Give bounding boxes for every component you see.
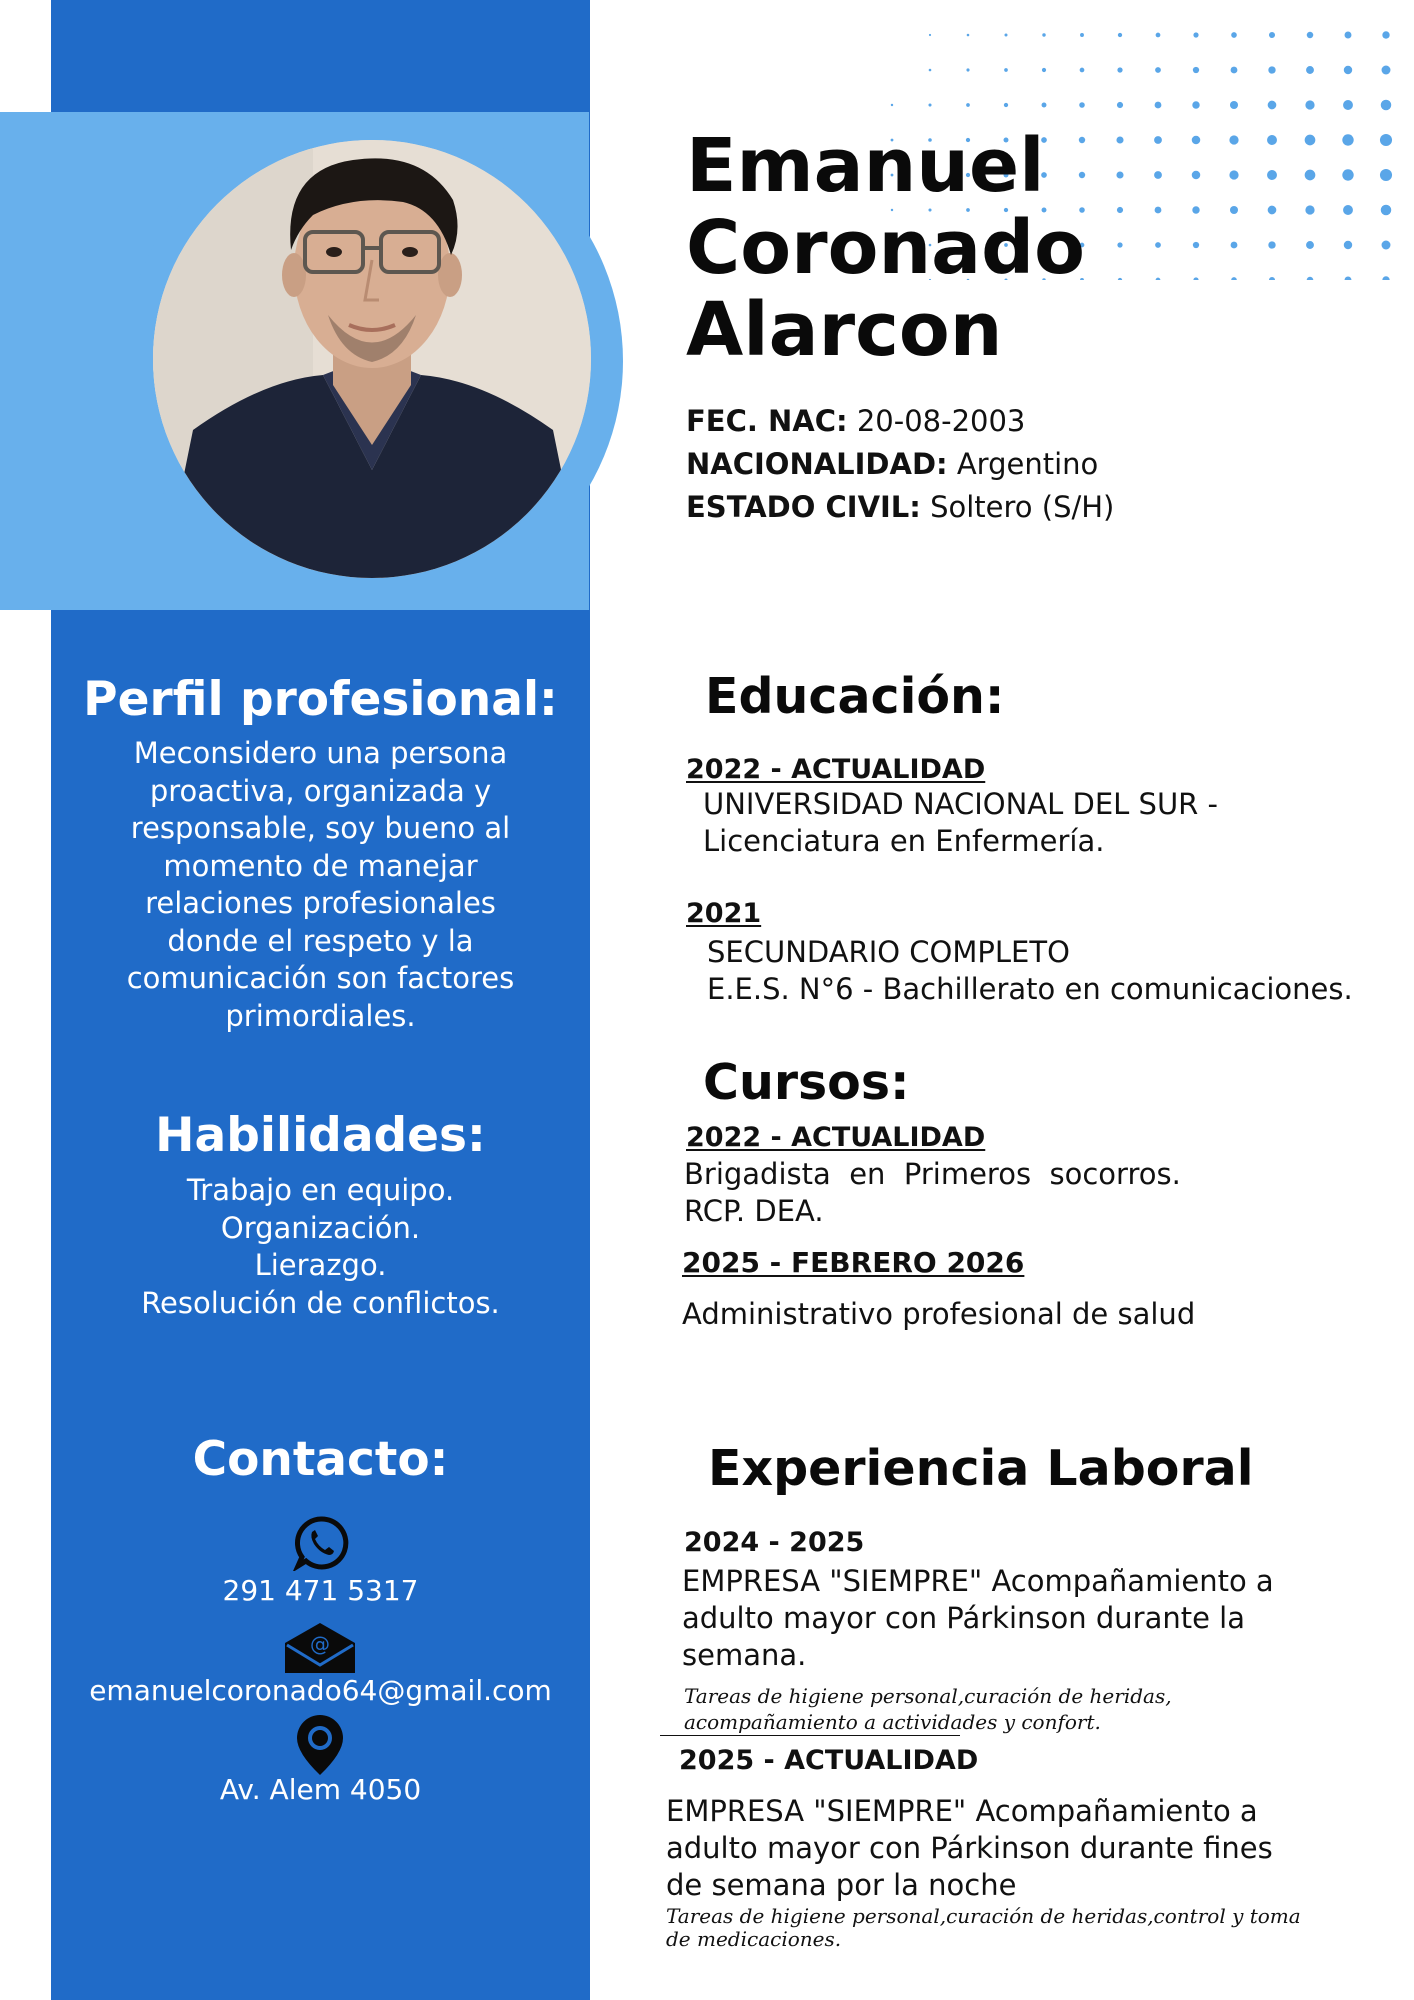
decor-dot — [1382, 31, 1389, 38]
decor-dot — [1305, 205, 1314, 214]
course-entry — [682, 1296, 1195, 1333]
decor-dot — [1268, 206, 1277, 215]
decor-dot — [1154, 171, 1162, 179]
decor-dot — [1382, 66, 1391, 75]
skill-item: Lierazgo. — [254, 1248, 387, 1282]
decor-dot — [1042, 68, 1046, 72]
decor-dot — [1230, 101, 1238, 109]
course-line: Brigadista en Primeros socorros. — [684, 1157, 1181, 1191]
course-line: RCP. DEA. — [684, 1194, 824, 1228]
decor-dot — [1343, 100, 1353, 110]
experience-note: acompañamiento a actividades y confort. — [684, 1710, 1101, 1734]
location-icon — [295, 1713, 345, 1777]
decor-dot — [1268, 241, 1275, 248]
decor-dot — [1118, 33, 1122, 37]
decor-dot — [967, 34, 970, 37]
decor-dot — [891, 104, 893, 106]
decor-dot — [1268, 66, 1275, 73]
skills-list — [51, 1172, 590, 1322]
decor-dot — [1004, 33, 1007, 36]
decor-dot — [1080, 33, 1084, 37]
decor-dot — [1382, 241, 1391, 250]
decor-dot — [1192, 206, 1199, 213]
decor-dot — [1116, 171, 1123, 178]
experience-note: Tareas de higiene personal,curación de heridas, — [684, 1684, 1172, 1708]
contact-heading: Contacto: — [192, 1432, 449, 1487]
decor-dot — [1231, 32, 1237, 38]
decor-dot — [1344, 241, 1352, 249]
decor-dot — [1343, 205, 1353, 215]
decor-dot — [1342, 169, 1353, 180]
profile-line: donde el respeto y la — [167, 923, 474, 958]
course-line: Administrativo profesional de salud — [682, 1297, 1196, 1331]
decor-dot — [1307, 32, 1314, 39]
decor-dot — [1042, 103, 1047, 108]
experience-notes — [666, 1905, 1301, 1951]
decor-dot — [929, 34, 931, 36]
birthdate-row — [686, 400, 1114, 443]
education-years: 2021 — [686, 898, 762, 929]
decor-dot — [1079, 102, 1085, 108]
profile-line: responsable, soy bueno al — [130, 811, 511, 845]
education-line: UNIVERSIDAD NACIONAL DEL SUR - — [703, 787, 1219, 821]
education-entry — [707, 934, 1353, 1008]
decor-dot — [1382, 276, 1389, 280]
courses-heading: Cursos: — [703, 1054, 910, 1111]
birthdate-value: 20-08-2003 — [856, 404, 1026, 438]
decor-dot — [929, 69, 932, 72]
decor-dot — [1231, 242, 1238, 249]
experience-line: semana. — [682, 1638, 807, 1672]
experience-line: adulto mayor con Párkinson durante la — [682, 1601, 1245, 1635]
decor-dot — [1342, 134, 1353, 145]
decor-dot — [1117, 207, 1123, 213]
experience-line: adulto mayor con Párkinson durante fines — [666, 1831, 1273, 1865]
decor-dot — [1268, 101, 1277, 110]
decor-dot — [1155, 207, 1162, 214]
experience-notes — [684, 1683, 1172, 1735]
decor-dot — [1155, 67, 1161, 73]
full-name — [686, 125, 1085, 371]
decor-dot — [928, 103, 931, 106]
profile-line: primordiales. — [225, 998, 416, 1033]
decor-dot — [1344, 66, 1352, 74]
decor-dot — [1155, 102, 1162, 109]
decor-dot — [1307, 277, 1314, 280]
civil-status-value: Soltero (S/H) — [930, 490, 1115, 524]
nationality-row — [686, 443, 1114, 486]
decor-dot — [1193, 32, 1198, 37]
profile-line: proactiva, organizada y — [149, 773, 492, 808]
decor-dot — [1345, 277, 1352, 280]
nationality-value: Argentino — [956, 447, 1099, 481]
name-line-1: Emanuel — [686, 123, 1045, 209]
divider-line — [660, 1735, 960, 1736]
experience-line: EMPRESA "SIEMPRE" Acompañamiento a — [682, 1564, 1274, 1598]
decor-dot — [1156, 278, 1161, 280]
profile-line: relaciones profesionales — [145, 886, 496, 920]
decor-dot — [1305, 170, 1316, 181]
skill-item: Resolución de conflictos. — [141, 1285, 500, 1320]
decor-dot — [1345, 32, 1352, 39]
experience-entry — [666, 1793, 1273, 1904]
skills-heading: Habilidades: — [155, 1108, 486, 1163]
decor-dot — [1193, 277, 1198, 280]
decor-dot — [1267, 135, 1277, 145]
decor-dot — [1305, 135, 1316, 146]
decor-dot — [1004, 103, 1008, 107]
decor-dot — [1231, 277, 1237, 280]
decor-dot — [1229, 135, 1238, 144]
experience-line: EMPRESA "SIEMPRE" Acompañamiento a — [666, 1794, 1258, 1828]
decor-dot — [966, 103, 970, 107]
decor-dot — [1231, 67, 1238, 74]
decor-dot — [1193, 242, 1199, 248]
course-years: 2022 - ACTUALIDAD — [686, 1122, 986, 1153]
decor-dot — [1306, 66, 1314, 74]
decor-dot — [1229, 170, 1238, 179]
personal-info — [686, 400, 1114, 529]
education-years: 2022 - ACTUALIDAD — [686, 754, 986, 785]
profile-text — [51, 735, 590, 1035]
profile-line: Meconsidero una persona — [133, 736, 508, 770]
decor-dot — [1117, 67, 1122, 72]
experience-years: 2024 - 2025 — [684, 1527, 865, 1558]
decor-dot — [1192, 101, 1199, 108]
decor-dot — [1305, 100, 1314, 109]
experience-note: de medicaciones. — [666, 1927, 842, 1951]
decor-dot — [1230, 206, 1238, 214]
svg-text:@: @ — [310, 1632, 330, 1656]
decor-dot — [1118, 278, 1122, 280]
experience-line: de semana por la noche — [666, 1868, 1017, 1902]
birthdate-label: FEC. NAC: — [686, 404, 848, 438]
education-line: E.E.S. N°6 - Bachillerato en comunicaciones. — [707, 972, 1353, 1006]
decor-dot — [1381, 100, 1392, 111]
experience-years: 2025 - ACTUALIDAD — [679, 1745, 979, 1776]
decor-dot — [966, 68, 969, 71]
decor-dot — [1154, 136, 1162, 144]
civil-status-label: ESTADO CIVIL: — [686, 490, 921, 524]
skill-item: Organización. — [220, 1210, 421, 1245]
decor-dot — [1080, 68, 1085, 73]
phone-number[interactable]: 291 471 5317 — [222, 1574, 419, 1607]
course-entry — [684, 1156, 1181, 1230]
course-years: 2025 - FEBRERO 2026 — [682, 1246, 1025, 1279]
email-icon — [283, 1621, 357, 1675]
address: Av. Alem 4050 — [219, 1773, 422, 1806]
skill-item: Trabajo en equipo. — [186, 1173, 455, 1207]
decor-dot — [1306, 241, 1314, 249]
civil-status-row — [686, 486, 1114, 529]
decor-dot — [1192, 171, 1201, 180]
whatsapp-icon — [293, 1515, 349, 1571]
decor-dot — [1192, 136, 1201, 145]
decor-dot — [1155, 242, 1161, 248]
decor-dot — [1004, 68, 1008, 72]
nationality-label: NACIONALIDAD: — [686, 447, 948, 481]
email-address[interactable]: emanuelcoronado64@gmail.com — [89, 1674, 552, 1707]
education-heading: Educación: — [705, 668, 1005, 725]
profile-heading: Perfil profesional: — [83, 672, 558, 727]
decor-dot — [1042, 33, 1045, 36]
decor-dot — [1267, 170, 1277, 180]
name-line-2: Coronado — [686, 205, 1085, 291]
name-line-3: Alarcon — [686, 287, 1003, 373]
profile-line: momento de manejar — [163, 848, 478, 883]
profile-photo — [153, 140, 591, 578]
decor-dot — [1117, 242, 1122, 247]
decor-dot — [1116, 136, 1123, 143]
decor-dot — [1156, 33, 1161, 38]
experience-entry — [682, 1563, 1274, 1674]
decor-dot — [1269, 32, 1275, 38]
decor-dot — [1269, 277, 1275, 280]
education-line: SECUNDARIO COMPLETO — [707, 935, 1070, 969]
experience-note: Tareas de higiene personal,curación de heridas,control y toma — [666, 1904, 1301, 1928]
education-line: Licenciatura en Enfermería. — [703, 824, 1105, 858]
decor-dot — [1117, 102, 1123, 108]
decor-dot — [1380, 169, 1392, 181]
experience-heading: Experiencia Laboral — [708, 1440, 1254, 1497]
profile-line: comunicación son factores — [126, 961, 515, 995]
decor-dot — [1193, 67, 1199, 73]
decor-dot — [1381, 205, 1392, 216]
education-entry — [703, 786, 1218, 860]
decor-dot — [1380, 134, 1392, 146]
